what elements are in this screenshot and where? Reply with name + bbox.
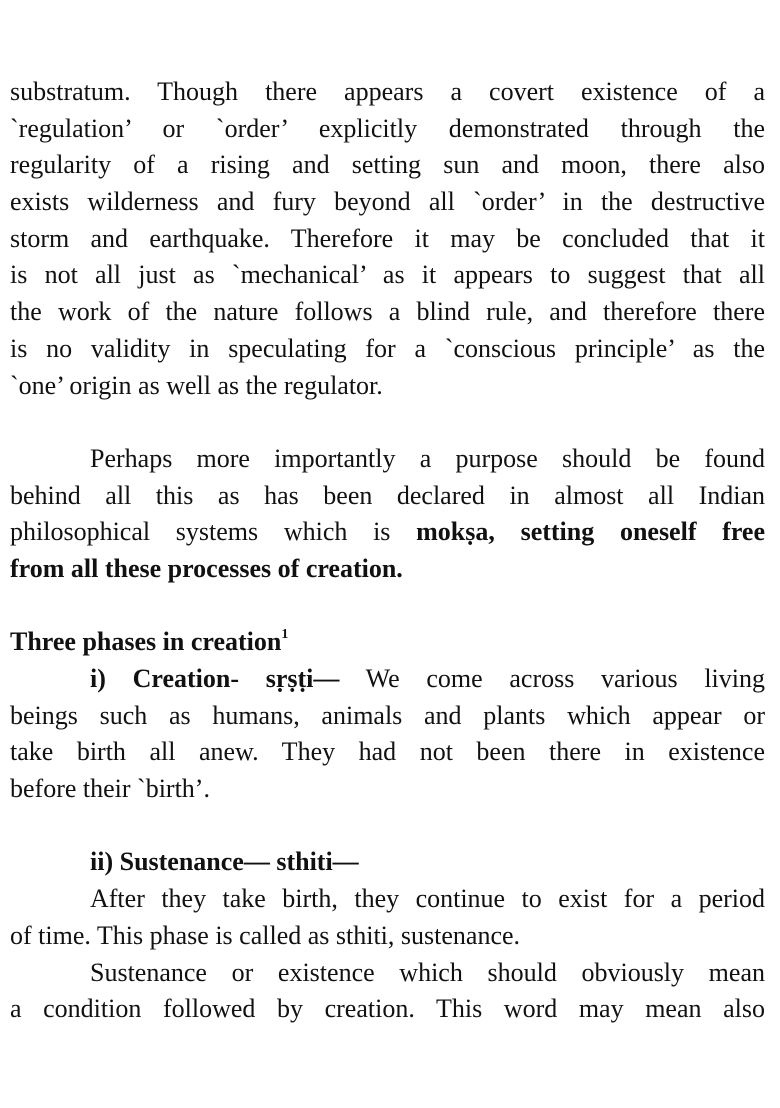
text-line: beings such as humans, animals and plants which appear or	[10, 700, 765, 730]
text-line: exists wilderness and fury beyond all `order’ in the destructive	[10, 187, 765, 217]
text-run: philosophical systems which is	[10, 517, 417, 547]
text-line: substratum. Though there appears a covert existence of a	[10, 77, 765, 106]
text-line: `one’ origin as well as the regulator.	[10, 370, 383, 400]
text-line: storm and earthquake. Therefore it may be concluded that it	[10, 223, 765, 253]
text-line: a condition followed by creation. This word may mean also	[10, 994, 765, 1024]
text-line	[10, 661, 765, 698]
text-line: the work of the nature follows a blind rule, and therefore there	[10, 297, 765, 327]
paragraph-gap	[10, 588, 765, 625]
section-heading	[10, 624, 765, 661]
text-line: After they take birth, they continue to exist for a period	[90, 884, 765, 914]
phase-label: ii) Sustenance— sthiti—	[90, 847, 359, 877]
text-line: before their `birth’.	[10, 774, 210, 804]
paragraph-gap	[10, 404, 765, 441]
text-line: is no validity in speculating for a `conscious principle’ as the	[10, 333, 765, 363]
moksa-emphasis: mokṣa, setting oneself free	[416, 517, 765, 547]
text-run: We come across various living	[339, 664, 765, 693]
paragraph-substratum	[10, 74, 765, 404]
text-line: regularity of a rising and setting sun and moon, there also	[10, 150, 765, 180]
text-line: behind all this as has been declared in almost all Indian	[10, 480, 765, 510]
text-line: Sustenance or existence which should obviously mean	[90, 957, 765, 987]
text-line: of time. This phase is called as sthiti, sustenance.	[10, 920, 521, 950]
text-line	[10, 514, 765, 551]
text-line: is not all just as `mechanical’ as it appears to suggest that all	[10, 260, 765, 290]
text-line: Perhaps more importantly a purpose should be found	[90, 443, 765, 473]
text-line-emphasis: from all these processes of creation.	[10, 553, 403, 583]
phase-sustenance	[10, 844, 765, 954]
book-page	[10, 74, 765, 1028]
footnote-reference: 1	[281, 627, 289, 643]
paragraph-gap	[10, 808, 765, 845]
phase-label: i) Creation- sṛṣṭi—	[90, 664, 340, 693]
text-line: take birth all anew. They had not been there in existence	[10, 737, 765, 767]
paragraph-purpose	[10, 441, 765, 588]
section-heading-text: Three phases in creation	[10, 627, 282, 657]
paragraph-sustenance	[10, 955, 765, 1028]
phase-creation	[10, 661, 765, 808]
text-line: `regulation’ or `order’ explicitly demonstrated through the	[10, 113, 765, 143]
